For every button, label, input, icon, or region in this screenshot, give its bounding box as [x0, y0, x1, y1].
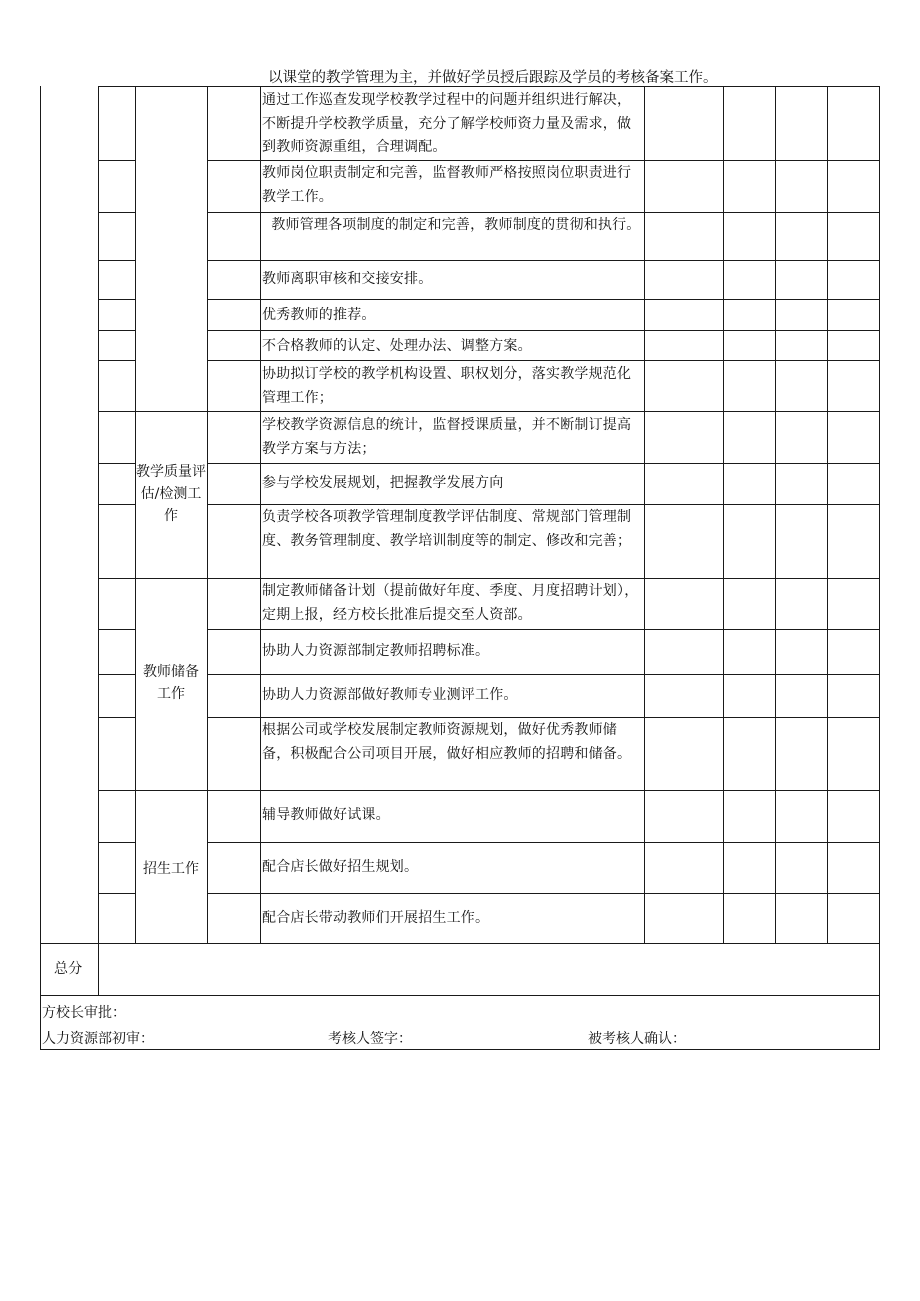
- grid-line: [207, 86, 208, 944]
- grid-line: [98, 463, 135, 464]
- row-content: 学校教学资源信息的统计，监督授课质量，并不断制订提高教学方案与方法；: [262, 417, 632, 457]
- grid-line: [98, 504, 135, 505]
- grid-line: [98, 299, 135, 300]
- grid-line: [40, 86, 41, 1050]
- row-content: 配合店长带动教师们开展招生工作。: [262, 910, 490, 926]
- row-content: 协助人力资源部制定教师招聘标准。: [262, 643, 490, 659]
- assessor-sign-label: 考核人签字：: [328, 1031, 412, 1047]
- row-content: 协助人力资源部做好教师专业测评工作。: [262, 687, 518, 703]
- row-content: 教师离职审核和交接安排。: [262, 271, 433, 287]
- row-content: 教师管理各项制度的制定和完善，教师制度的贯彻和执行。: [262, 217, 641, 233]
- grid-line: [98, 86, 99, 944]
- category-enrollment: 招生工作: [143, 861, 199, 877]
- row-content: 负责学校各项教学管理制度教学评估制度、常规部门管理制度、教务管理制度、教学培训制度等的制定、修改和完善；: [262, 509, 632, 549]
- assessee-confirm-label: 被考核人确认：: [588, 1031, 686, 1047]
- row-content: 配合店长做好招生规划。: [262, 859, 419, 875]
- grid-line: [98, 717, 135, 718]
- row-content: 优秀教师的推荐。: [262, 307, 376, 323]
- grid-line: [98, 160, 135, 161]
- category-quality: 教学质量评估/检测工作: [136, 464, 206, 524]
- grid-line: [98, 674, 135, 675]
- grid-line: [98, 212, 135, 213]
- row-content: 不合格教师的认定、处理办法、调整方案。: [262, 338, 532, 354]
- grid-line: [98, 360, 135, 361]
- row-content: 根据公司或学校发展制定教师资源规划，做好优秀教师储备，积极配合公司项目开展，做好相应教师的招聘和储备。: [262, 722, 632, 762]
- row-content: 参与学校发展规划，把握教学发展方向: [262, 475, 504, 491]
- assessment-table: [40, 86, 880, 1050]
- grid-line: [98, 629, 135, 630]
- principal-approval-label: 方校长审批：: [42, 1005, 126, 1021]
- total-label: 总分: [54, 961, 83, 977]
- row-content: 制定教师储备计划（提前做好年度、季度、月度招聘计划），定期上报，经方校长批准后提交至人资部。: [262, 583, 639, 623]
- intro-line: 以课堂的教学管理为主，并做好学员授后跟踪及学员的考核备案工作。: [268, 70, 718, 86]
- category-reserve: 教师储备工作: [143, 664, 199, 702]
- row-content: 辅导教师做好试课。: [262, 807, 390, 823]
- row-content: 通过工作巡查发现学校教学过程中的问题并组织进行解决，不断提升学校教学质量，充分了解学校师资力量及需求，做到教师资源重组，合理调配。: [262, 92, 632, 155]
- row-content: 协助拟订学校的教学机构设置、职权划分，落实教学规范化管理工作；: [262, 366, 632, 406]
- grid-line: [40, 1049, 880, 1050]
- grid-line: [98, 330, 135, 331]
- grid-line: [98, 260, 135, 261]
- row-content: 教师岗位职责制定和完善，监督教师严格按照岗位职责进行教学工作。: [262, 165, 632, 205]
- grid-line: [260, 86, 261, 944]
- total-score-cell[interactable]: [99, 944, 878, 994]
- grid-line: [40, 995, 880, 996]
- grid-line: [98, 842, 135, 843]
- hr-review-label: 人力资源部初审：: [42, 1031, 154, 1047]
- score-cell-area[interactable]: [645, 87, 878, 942]
- grid-line: [98, 893, 135, 894]
- grid-line: [879, 86, 880, 1050]
